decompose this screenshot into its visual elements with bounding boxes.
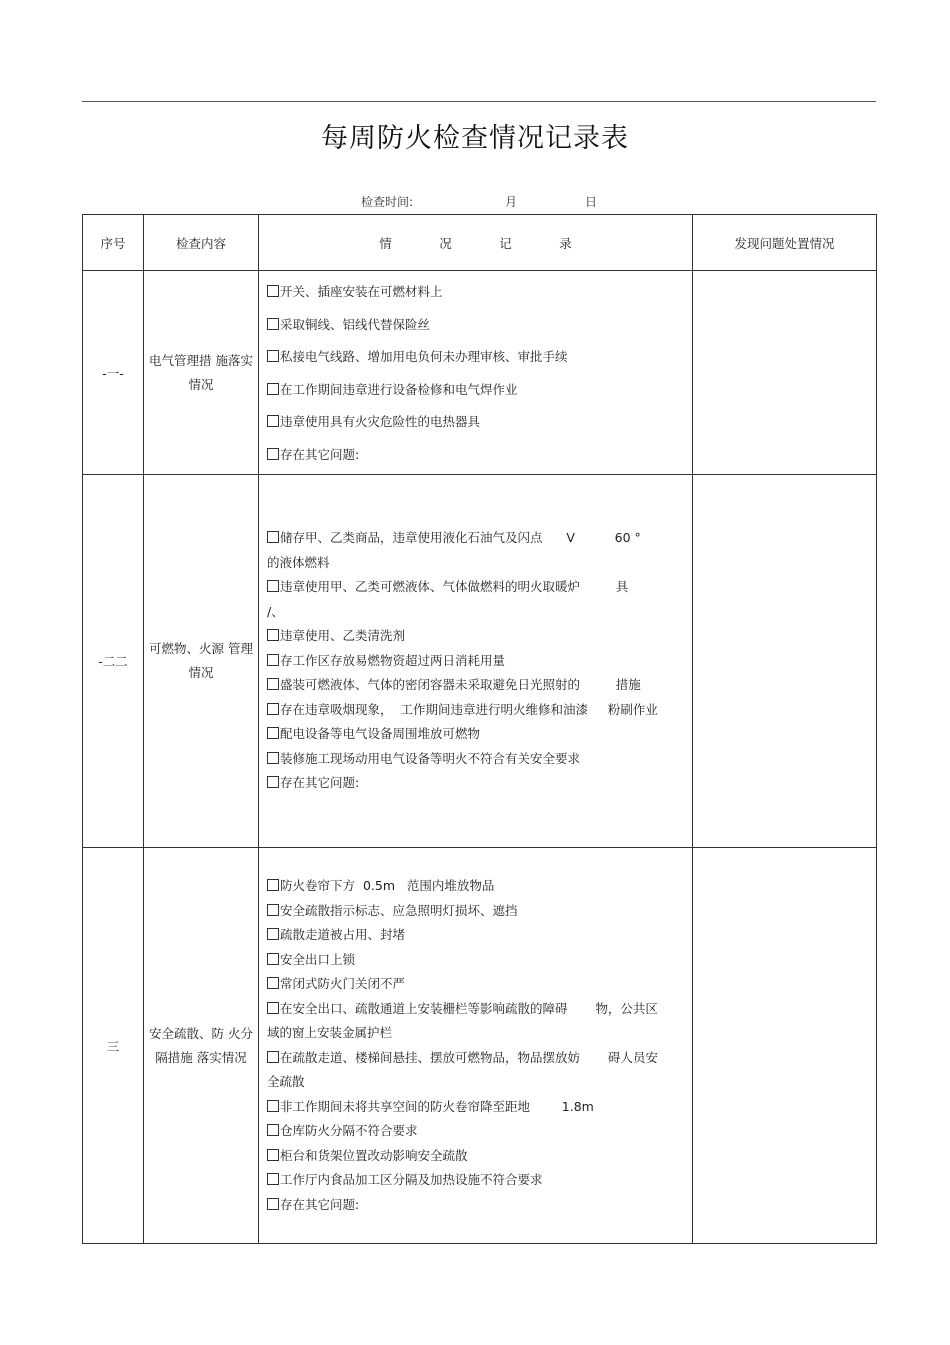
checkbox[interactable] xyxy=(267,727,279,739)
checklist-item: 在疏散走道、楼梯间悬挂、摆放可燃物品，物品摆放妨 碍人员安 xyxy=(267,1046,688,1071)
row-items xyxy=(259,475,693,848)
header-situation xyxy=(259,215,693,271)
checklist-item: 存在其它问题: xyxy=(267,439,688,472)
checklist-item: 安全疏散指示标志、应急照明灯损坏、遮挡 xyxy=(267,899,688,924)
checklist-item: 存在违章吸烟现象， 工作期间违章进行明火维修和油漆 粉刷作业 xyxy=(267,698,688,723)
row-handling[interactable] xyxy=(693,271,877,475)
checklist-item: 私接电气线路、增加用电负何未办理审核、审批手续 xyxy=(267,341,688,374)
checklist-item-continued: 的液体燃料 xyxy=(267,554,330,570)
checkbox[interactable] xyxy=(267,383,279,395)
checkbox[interactable] xyxy=(267,678,279,690)
checklist-item: 违章使用具有火灾危险性的电热器具 xyxy=(267,406,688,439)
checklist-item: 安全出口上锁 xyxy=(267,948,688,973)
checklist-item: 违章使用、乙类清洗剂 xyxy=(267,624,688,649)
checklist-item: 采取铜线、铝线代替保险丝 xyxy=(267,309,688,342)
checkbox[interactable] xyxy=(267,776,279,788)
month-label: 月 xyxy=(505,195,518,209)
checkbox[interactable] xyxy=(267,1198,279,1210)
checklist-item: 盛装可燃液体、气体的密闭容器未采取避免日光照射的 措施 xyxy=(267,673,688,698)
header-seq: 序号 xyxy=(83,215,144,271)
table-header-row xyxy=(83,215,877,271)
checkbox[interactable] xyxy=(267,703,279,715)
checklist-item: 仓库防火分隔不符合要求 xyxy=(267,1119,688,1144)
checklist-item: 违章使用甲、乙类可燃液体、气体做燃料的明火取暖炉 具 xyxy=(267,575,688,600)
checkbox[interactable] xyxy=(267,928,279,940)
checkbox[interactable] xyxy=(267,752,279,764)
checklist-item: 储存甲、乙类商品，违章使用液化石油气及闪点 V 60 ° xyxy=(267,526,688,551)
row-handling[interactable] xyxy=(693,475,877,848)
checklist-item: 存在其它问题: xyxy=(267,1193,688,1218)
row-check-content: 安全疏散、防 火分隔措施 落实情况 xyxy=(144,848,259,1244)
checkbox[interactable] xyxy=(267,1002,279,1014)
row-handling[interactable] xyxy=(693,848,877,1244)
table-row xyxy=(83,475,877,848)
checklist-item: 在安全出口、疏散通道上安装栅栏等影响疏散的障碍 物，公共区 xyxy=(267,997,688,1022)
checklist-item: 配电设备等电气设备周围堆放可燃物 xyxy=(267,722,688,747)
checkbox[interactable] xyxy=(267,629,279,641)
checklist-item: 存在其它问题: xyxy=(267,771,688,796)
checklist-item: 防火卷帘下方 0.5m 范围内堆放物品 xyxy=(267,874,688,899)
table-row xyxy=(83,271,877,475)
header-situation-char: 况 xyxy=(439,235,452,251)
top-rule xyxy=(82,101,876,102)
checkbox[interactable] xyxy=(267,1149,279,1161)
checklist-item-continued: /、 xyxy=(267,603,284,619)
checklist-item: 开关、插座安装在可燃材料上 xyxy=(267,276,688,309)
checklist-item-continued: 全疏散 xyxy=(267,1074,305,1089)
page-title: 每周防火检查情况记录表 xyxy=(321,123,629,154)
header-situation-char: 记 xyxy=(499,235,512,251)
row-check-content: 可燃物、火源 管理情况 xyxy=(144,475,259,848)
table-row xyxy=(83,848,877,1244)
checklist-item: 柜台和货架位置改动影响安全疏散 xyxy=(267,1144,688,1169)
checklist-item: 存工作区存放易燃物资超过两日消耗用量 xyxy=(267,649,688,674)
row-items xyxy=(259,271,693,475)
checklist-item: 在工作期间违章进行设备检修和电气焊作业 xyxy=(267,374,688,407)
row-check-content: 电气管理措 施落实情况 xyxy=(144,271,259,475)
checklist-item-continued: 域的窗上安装金属护栏 xyxy=(267,1025,393,1040)
checkbox[interactable] xyxy=(267,654,279,666)
checkbox[interactable] xyxy=(267,1124,279,1136)
checkbox[interactable] xyxy=(267,350,279,362)
checklist-item: 装修施工现场动用电气设备等明火不符合有关安全要求 xyxy=(267,747,688,772)
header-content: 检查内容 xyxy=(144,215,259,271)
checkbox[interactable] xyxy=(267,1173,279,1185)
row-seq: -一- xyxy=(83,271,144,475)
header-situation-char: 录 xyxy=(559,235,572,251)
checkbox[interactable] xyxy=(267,977,279,989)
row-seq: -二二 xyxy=(83,475,144,848)
checkbox[interactable] xyxy=(267,953,279,965)
header-handling: 发现问题处置情况 xyxy=(693,215,877,271)
checkbox[interactable] xyxy=(267,1051,279,1063)
checkbox[interactable] xyxy=(267,531,279,543)
checkbox[interactable] xyxy=(267,1100,279,1112)
checkbox[interactable] xyxy=(267,580,279,592)
checkbox[interactable] xyxy=(267,448,279,460)
inspection-time-label: 检查时间: xyxy=(361,195,414,209)
checklist-item: 疏散走道被占用、封堵 xyxy=(267,923,688,948)
row-items xyxy=(259,848,693,1244)
row-seq: 三 xyxy=(83,848,144,1244)
header-situation-char: 情 xyxy=(379,235,392,251)
checklist-item: 非工作期间未将共享空间的防火卷帘降至距地 1.8m xyxy=(267,1095,688,1120)
inspection-record-table xyxy=(82,214,877,1244)
checkbox[interactable] xyxy=(267,415,279,427)
checkbox[interactable] xyxy=(267,879,279,891)
day-label: 日 xyxy=(585,195,598,209)
checkbox[interactable] xyxy=(267,285,279,297)
checklist-item: 工作厅内食品加工区分隔及加热设施不符合要求 xyxy=(267,1168,688,1193)
checklist-item: 常闭式防火门关闭不严 xyxy=(267,972,688,997)
checkbox[interactable] xyxy=(267,318,279,330)
checkbox[interactable] xyxy=(267,904,279,916)
